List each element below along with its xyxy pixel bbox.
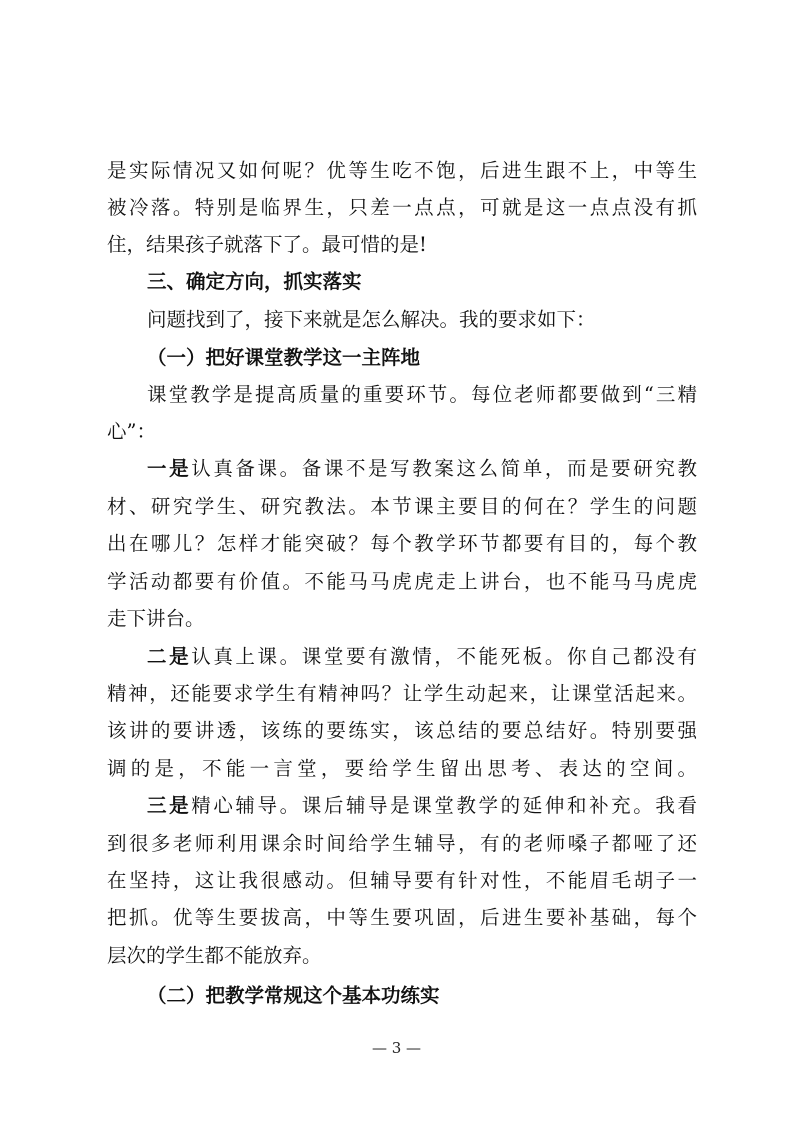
body-line-15: 精神，还能要求学生有精神吗？让学生动起来，让课堂活起来。 xyxy=(107,682,697,705)
body-line-13: 走下讲台。 xyxy=(107,607,205,630)
page-number: — 3 — xyxy=(371,1039,422,1057)
section-heading-3: 三、确定方向，抓实落实 xyxy=(147,270,362,293)
body-line-20: 在坚持，这让我很感动。但辅导要有针对性，不能眉毛胡子一 xyxy=(107,869,697,892)
body-line-3: 住，结果孩子就落下了。最可惜的是! xyxy=(107,233,427,256)
paragraph-three-first-line xyxy=(147,788,697,824)
body-line-5: 问题找到了，接下来就是怎么解决。我的要求如下： xyxy=(147,308,596,331)
body-line-22: 层次的学生都不能放弃。 xyxy=(107,944,322,967)
body-line-21: 把抓。优等生要拔高，中等生要巩固，后进生要补基础，每个 xyxy=(107,906,697,929)
lead-label-three: 三是 xyxy=(147,794,192,817)
body-line-19: 到很多老师利用课余时间给学生辅导，有的老师嗓子都哑了还 xyxy=(107,832,697,855)
body-line-10: 材、研究学生、研究教法。本节课主要目的何在？学生的问题 xyxy=(107,495,697,518)
subheading-1: （一）把好课堂教学这一主阵地 xyxy=(147,346,421,369)
body-line-11: 出在哪儿？怎样才能突破？每个教学环节都要有目的，每个教 xyxy=(107,532,697,555)
body-line-14: 认真上课。课堂要有激情，不能死板。你自己都没有 xyxy=(191,645,697,668)
lead-label-one: 一是 xyxy=(147,457,192,480)
body-line-16: 该讲的要讲透，该练的要练实，该总结的要总结好。特别要强 xyxy=(107,719,697,742)
body-line-2: 被冷落。特别是临界生，只差一点点，可就是这一点点没有抓 xyxy=(107,196,697,219)
subheading-2: （二）把教学常规这个基本功练实 xyxy=(147,984,440,1007)
body-line-8: 心”： xyxy=(107,420,156,443)
body-line-7: 课堂教学是提高质量的重要环节。每位老师都要做到“三精 xyxy=(147,383,697,406)
lead-label-two: 二是 xyxy=(147,645,192,668)
body-line-1: 是实际情况又如何呢？优等生吃不饱，后进生跟不上，中等生 xyxy=(107,159,697,182)
paragraph-two-first-line xyxy=(147,639,697,675)
body-line-12: 学活动都要有价值。不能马马虎虎走上讲台，也不能马马虎虎 xyxy=(107,570,697,593)
body-line-9: 认真备课。备课不是写教案这么简单，而是要研究教 xyxy=(191,457,697,480)
paragraph-one-first-line xyxy=(147,451,697,487)
body-line-18: 精心辅导。课后辅导是课堂教学的延伸和补充。我看 xyxy=(191,794,697,817)
body-line-17: 调的是，不能一言堂，要给学生留出思考、表达的空间。 xyxy=(107,757,697,780)
